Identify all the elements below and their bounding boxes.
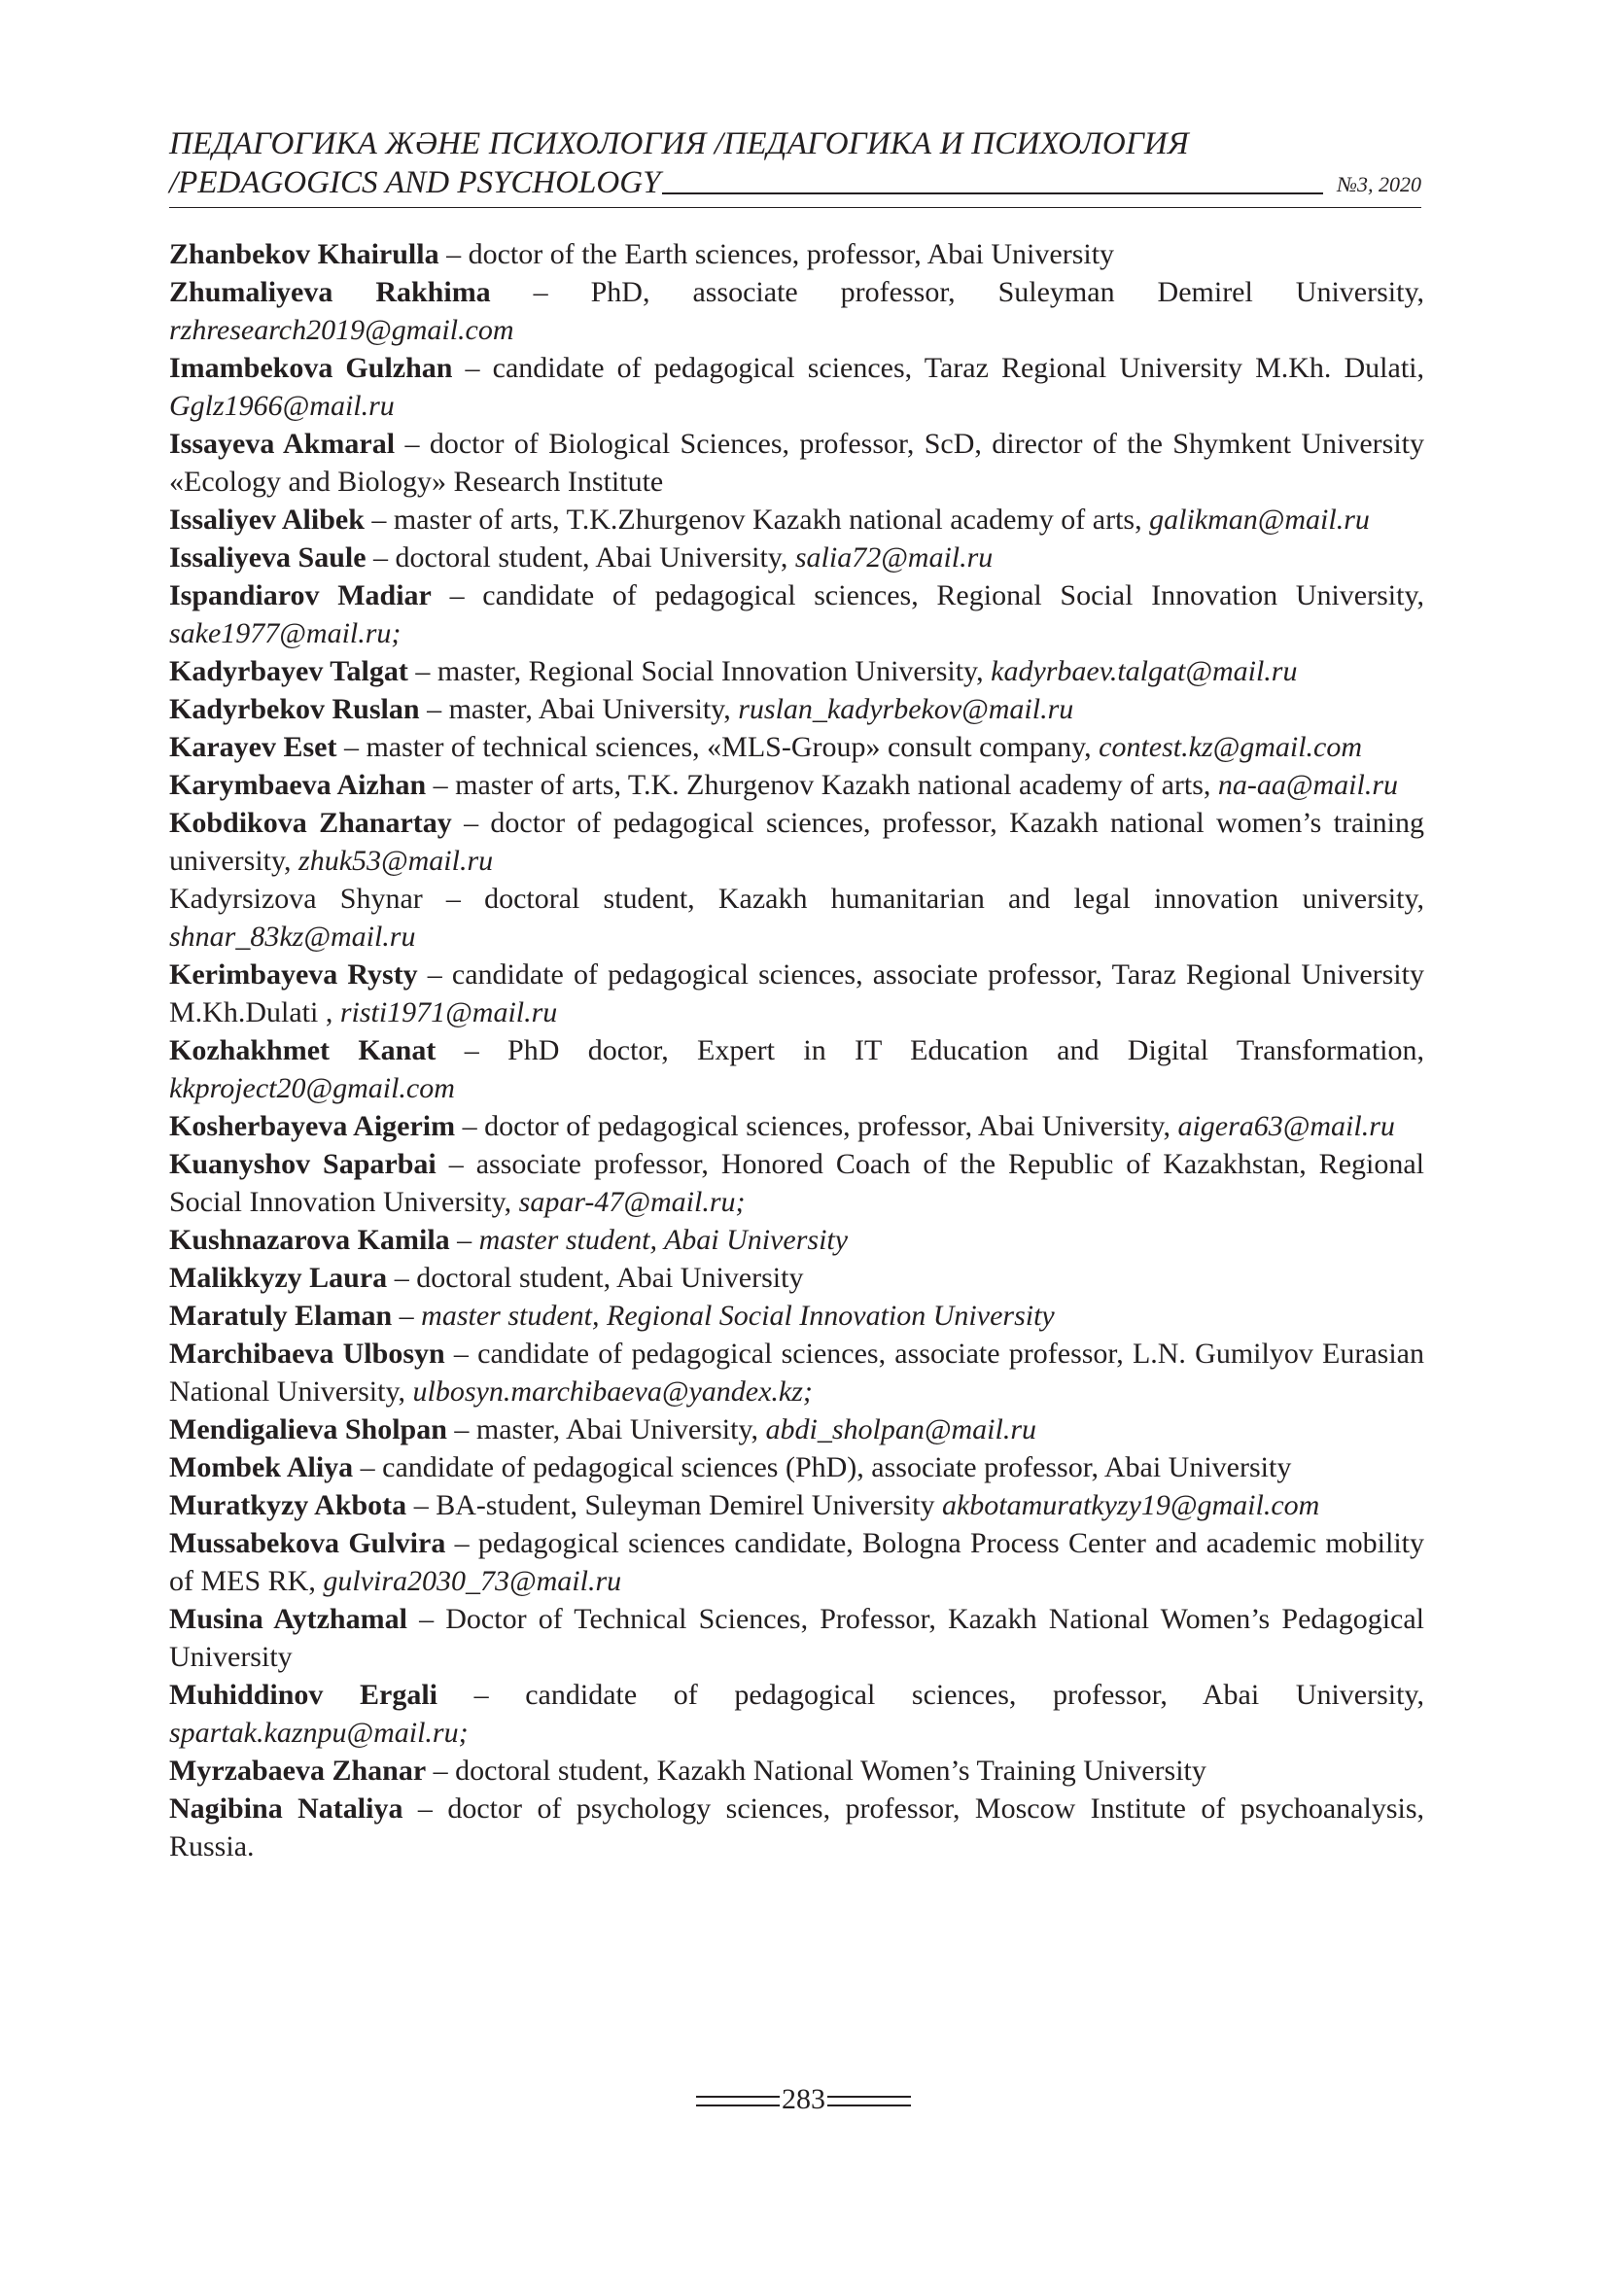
running-header — [169, 124, 1421, 202]
author-name: Kozhakhmet Kanat — [169, 1034, 437, 1066]
author-email: gulvira2030_73@mail.ru — [323, 1565, 622, 1597]
author-details: – pedagogical sciences candidate, Bologna Process Center and academic mobility of MES RK, — [169, 1527, 1424, 1597]
author-entry — [169, 690, 1424, 728]
author-name: Malikkyzy Laura — [169, 1262, 388, 1294]
author-entry — [169, 1600, 1424, 1676]
author-name: Issaliyeva Saule — [169, 541, 367, 574]
author-entry — [169, 576, 1424, 652]
author-entry — [169, 1448, 1424, 1486]
author-name: Maratuly Elaman — [169, 1300, 393, 1332]
author-details: – candidate of pedagogical sciences, professor, Abai University, — [437, 1679, 1424, 1711]
author-entry — [169, 804, 1424, 880]
author-name: Karymbaeva Aizhan — [169, 769, 427, 801]
author-name: Kosherbayeva Aigerim — [169, 1110, 456, 1142]
author-name: Kushnazarova Kamila — [169, 1224, 450, 1256]
author-list — [169, 235, 1424, 1865]
author-entry — [169, 1676, 1424, 1752]
author-entry — [169, 425, 1424, 501]
author-name: Muhiddinov Ergali — [169, 1679, 438, 1711]
author-details: – doctoral student, Abai University — [387, 1262, 804, 1294]
author-email: salia72@mail.ru — [794, 541, 994, 574]
author-entry — [169, 1107, 1424, 1145]
author-entry — [169, 1335, 1424, 1410]
author-details: – candidate of pedagogical sciences, associate professor, L.N. Gumilyov Eurasian National University, — [169, 1338, 1424, 1408]
author-email: master student, Regional Social Innovation University — [421, 1300, 1055, 1332]
author-name: Kerimbayeva Rysty — [169, 958, 418, 991]
author-details: – doctor of psychology sciences, professor, Moscow Institute of psychoanalysis, Russia. — [169, 1792, 1425, 1862]
author-name: Issaliyev Alibek — [169, 504, 365, 536]
author-details: – Doctor of Technical Sciences, Professor, Kazakh National Women’s Pedagogical University — [169, 1603, 1424, 1673]
author-details: – candidate of pedagogical sciences, Taraz Regional University M.Kh. Dulati, — [452, 352, 1424, 384]
author-details: – candidate of pedagogical sciences (PhD), associate professor, Abai University — [353, 1451, 1292, 1483]
author-email: shnar_83kz@mail.ru — [169, 921, 416, 953]
author-entry — [169, 501, 1424, 539]
author-details: – PhD doctor, Expert in IT Education and Digital Transformation, — [436, 1034, 1424, 1066]
author-details: – master, Abai University, — [419, 693, 739, 725]
author-email: galikman@mail.ru — [1149, 504, 1370, 536]
author-details: – doctor of pedagogical sciences, professor, Kazakh national women’s training university, — [169, 807, 1424, 877]
author-details: – doctor of the Earth sciences, professor, Abai University — [438, 238, 1115, 270]
author-email: na-aa@mail.ru — [1217, 769, 1399, 801]
author-details: – associate professor, Honored Coach of the Republic of Kazakhstan, Regional Social Innovation University, — [169, 1148, 1424, 1218]
author-details: Kadyrsizova Shynar – doctoral student, Kazakh humanitarian and legal innovation university, — [169, 883, 1424, 915]
author-email: akbotamuratkyzy19@gmail.com — [941, 1489, 1320, 1521]
author-entry — [169, 1410, 1424, 1448]
author-email: Gglz1966@mail.ru — [169, 390, 395, 422]
author-entry — [169, 1524, 1424, 1600]
author-details: – candidate of pedagogical sciences, associate professor, Taraz Regional University M.Kh.Dulati , — [169, 958, 1424, 1028]
author-details: – — [449, 1224, 479, 1256]
author-entry — [169, 1297, 1424, 1335]
author-email: master student, Abai University — [478, 1224, 849, 1256]
author-entry — [169, 1752, 1424, 1790]
author-entry — [169, 235, 1424, 273]
header-divider — [169, 207, 1421, 208]
author-name: Issayeva Akmaral — [169, 428, 396, 460]
author-details: – master of technical sciences, «MLS-Group» consult company, — [336, 731, 1100, 763]
author-details: – doctoral student, Kazakh National Women’s Training University — [426, 1755, 1206, 1787]
header-rule — [662, 192, 1323, 194]
author-entry — [169, 766, 1424, 804]
author-name: Ispandiarov Madiar — [169, 579, 432, 611]
author-name: Kobdikova Zhanartay — [169, 807, 452, 839]
author-name: Mendigalieva Sholpan — [169, 1413, 447, 1445]
author-email: aigera63@mail.ru — [1177, 1110, 1395, 1142]
author-entry — [169, 1790, 1424, 1865]
author-entry — [169, 349, 1424, 425]
author-entry — [169, 956, 1424, 1031]
author-name: Muratkyzy Akbota — [169, 1489, 407, 1521]
author-entry — [169, 1259, 1424, 1297]
author-name: Myrzabaeva Zhanar — [169, 1755, 427, 1787]
author-name: Kadyrbekov Ruslan — [169, 693, 420, 725]
author-name: Zhanbekov Khairulla — [169, 238, 439, 270]
footer-rule-left — [696, 2105, 780, 2106]
author-email: ulbosyn.marchibaeva@yandex.kz; — [412, 1375, 813, 1408]
author-name: Musina Aytzhamal — [169, 1603, 407, 1635]
author-email: zhuk53@mail.ru — [298, 845, 494, 877]
author-details: – BA-student, Suleyman Demirel University — [406, 1489, 942, 1521]
author-email: spartak.kaznpu@mail.ru; — [169, 1717, 469, 1749]
author-details: – master, Regional Social Innovation University, — [407, 655, 992, 687]
author-name: Imambekova Gulzhan — [169, 352, 453, 384]
author-name: Kadyrbayev Talgat — [169, 655, 408, 687]
journal-title-line2: /PEDAGOGICS AND PSYCHOLOGY — [169, 165, 661, 200]
author-entry — [169, 1486, 1424, 1524]
author-name: Nagibina Nataliya — [169, 1792, 403, 1825]
author-entry — [169, 1031, 1424, 1107]
author-email: ruslan_kadyrbekov@mail.ru — [738, 693, 1074, 725]
author-details: – master of arts, T.K. Zhurgenov Kazakh national academy of arts, — [426, 769, 1218, 801]
author-entry — [169, 539, 1424, 576]
author-entry — [169, 880, 1424, 956]
author-entry — [169, 1145, 1424, 1221]
author-email: risti1971@mail.ru — [339, 996, 558, 1028]
author-email: kadyrbaev.talgat@mail.ru — [991, 655, 1298, 687]
page-number: 283 — [782, 2083, 825, 2115]
journal-title-line2-row — [169, 163, 1421, 202]
author-details: – — [392, 1300, 422, 1332]
author-email: sake1977@mail.ru; — [169, 617, 402, 649]
issue-number: №3, 2020 — [1337, 172, 1421, 196]
author-name: Mussabekova Gulvira — [169, 1527, 446, 1559]
author-details: – PhD, associate professor, Suleyman Demirel University, — [490, 276, 1424, 308]
author-details: – doctoral student, Abai University, — [366, 541, 795, 574]
author-details: – master, Abai University, — [446, 1413, 766, 1445]
author-name: Zhumaliyeva Rakhima — [169, 276, 491, 308]
page-footer — [0, 2083, 1607, 2116]
author-email: kkproject20@gmail.com — [169, 1072, 455, 1104]
author-entry — [169, 728, 1424, 766]
author-email: abdi_sholpan@mail.ru — [765, 1413, 1036, 1445]
author-name: Kuanyshov Saparbai — [169, 1148, 437, 1180]
author-details: – doctor of pedagogical sciences, professor, Abai University, — [455, 1110, 1178, 1142]
author-entry — [169, 273, 1424, 349]
author-email: contest.kz@gmail.com — [1099, 731, 1363, 763]
author-email: rzhresearch2019@gmail.com — [169, 314, 514, 346]
footer-rule-right — [827, 2105, 911, 2106]
author-details: – doctor of Biological Sciences, professor, ScD, director of the Shymkent University «Ecology and Biology» Research Institute — [169, 428, 1424, 498]
author-details: – master of arts, T.K.Zhurgenov Kazakh national academy of arts, — [364, 504, 1150, 536]
journal-title-line1: ПЕДАГОГИКА ЖӘНЕ ПСИХОЛОГИЯ /ПЕДАГОГИКА И ПСИХОЛОГИЯ — [169, 126, 1189, 161]
author-entry — [169, 652, 1424, 690]
author-entry — [169, 1221, 1424, 1259]
author-name: Mombek Aliya — [169, 1451, 354, 1483]
author-name: Karayev Eset — [169, 731, 337, 763]
author-details: – candidate of pedagogical sciences, Regional Social Innovation University, — [431, 579, 1424, 611]
author-email: sapar-47@mail.ru; — [518, 1186, 746, 1218]
author-name: Marchibaeva Ulbosyn — [169, 1338, 445, 1370]
